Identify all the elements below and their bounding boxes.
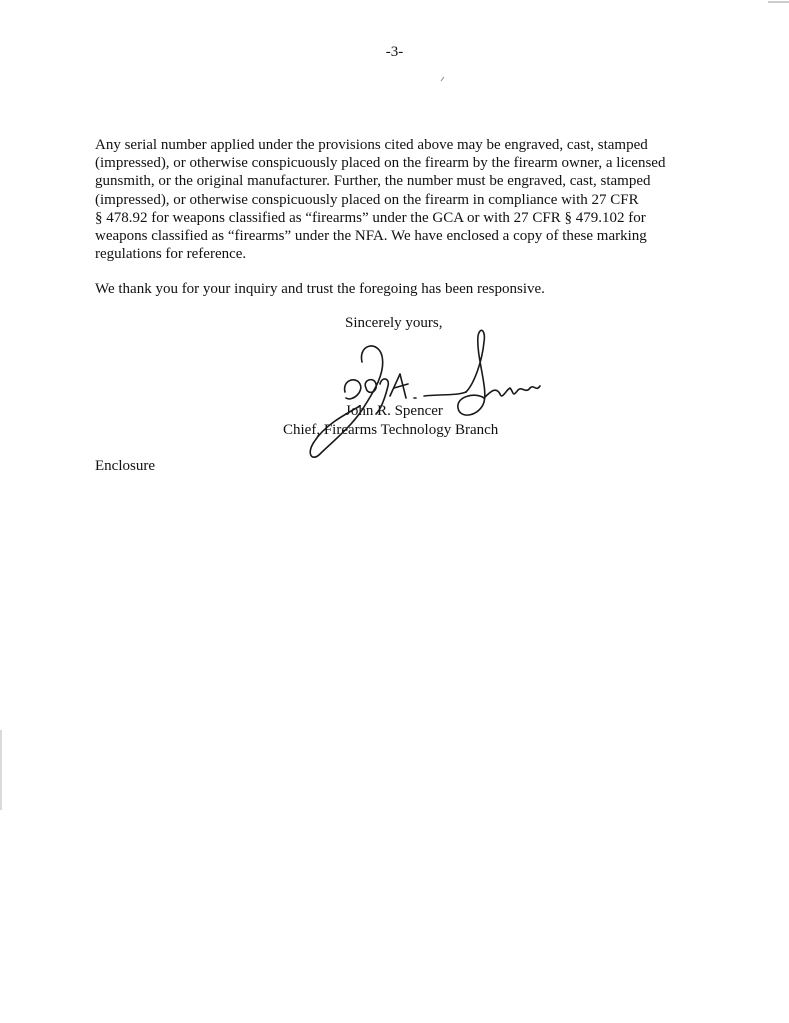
signer-name: John R. Spencer [345,403,443,419]
signer-title: Chief, Firearms Technology Branch [283,422,499,438]
serial-number-paragraph [95,136,695,263]
paragraph-line: § 478.92 for weapons classified as “firearms” under the GCA or with 27 CFR § 479.102 for [95,209,646,226]
page-number: -3- [385,44,404,60]
paragraph-line: regulations for reference. [95,246,247,263]
paragraph-line: gunsmith, or the original manufacturer. Further, the number must be engraved, cast, stamped [95,173,651,190]
scan-edge-mark [440,76,446,82]
scan-edge-mark [768,0,789,12]
salutation: Sincerely yours, [345,315,443,331]
thank-you-paragraph: We thank you for your inquiry and trust the foregoing has been responsive. [95,281,545,297]
enclosure-note: Enclosure [95,458,155,474]
paragraph-line: (impressed), or otherwise conspicuously placed on the firearm by the firearm owner, a licensed [95,155,666,172]
paragraph-line: (impressed), or otherwise conspicuously placed on the firearm in compliance with 27 CFR [95,191,639,208]
paragraph-line: weapons classified as “firearms” under the NFA. We have enclosed a copy of these marking [95,228,647,245]
scan-edge-mark [0,730,3,810]
handwritten-signature [290,322,550,464]
paragraph-line: Any serial number applied under the provisions cited above may be engraved, cast, stamped [95,137,648,153]
